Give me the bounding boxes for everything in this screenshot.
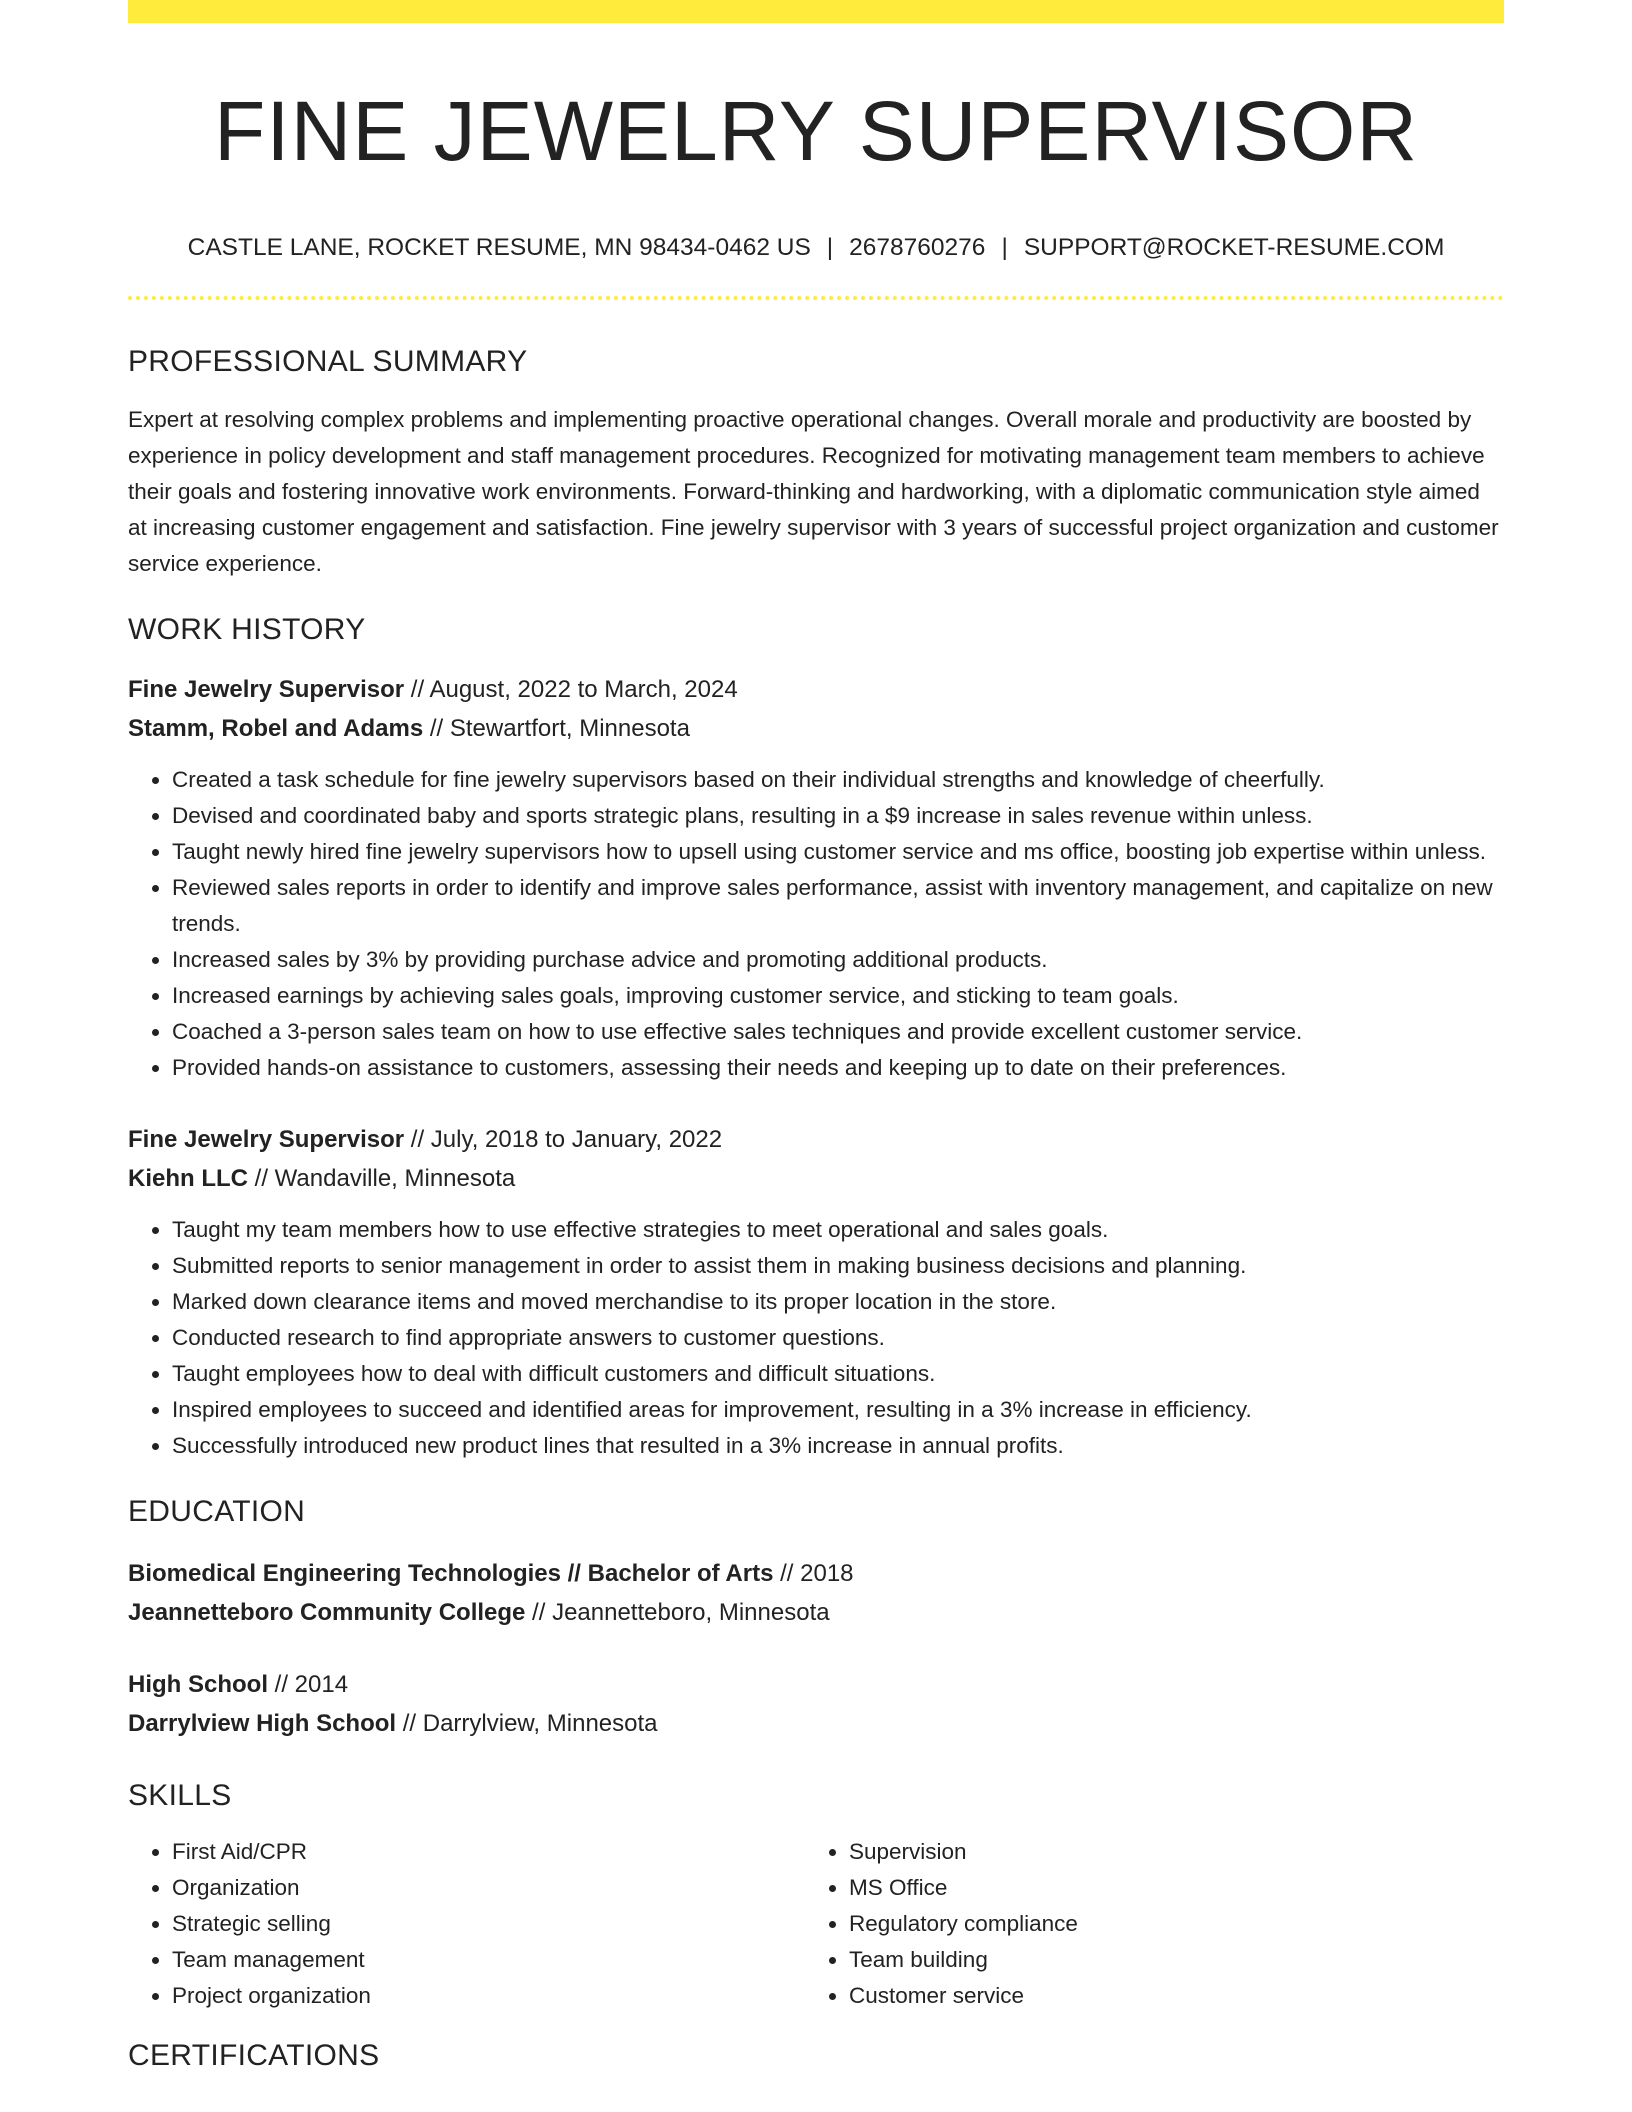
- skills-column-right: [805, 1834, 1482, 2014]
- contact-address: CASTLE LANE, ROCKET RESUME, MN 98434-0462 US: [187, 234, 811, 261]
- skill-item: • Supervision: [849, 1834, 1482, 1870]
- summary-text: Expert at resolving complex problems and implementing proactive operational changes. Overall morale and productivity are boosted by experience in policy development and staff management procedures. Recognized for motivating management team members to achieve their goals and fostering innovative work environments. Forward-thinking and hardworking, with a diplomatic communication style aimed at increasing customer engagement and satisfaction. Fine jewelry supervisor with 3 years of successful project organization and customer service experience.: [128, 407, 1499, 577]
- education-school-line: [128, 1704, 1504, 1743]
- header-divider: [128, 296, 1504, 300]
- list-item: • Marked down clearance items and moved merchandise to its proper location in the store.: [172, 1284, 1504, 1320]
- education-school-line: [128, 1593, 1504, 1632]
- job-company: Stamm, Robel and Adams: [128, 715, 424, 743]
- list-item: • Provided hands-on assistance to customers, assessing their needs and keeping up to date on their preferences.: [172, 1050, 1504, 1086]
- list-item: • Taught employees how to deal with difficult customers and difficult situations.: [172, 1356, 1504, 1392]
- candidate-name: FINE JEWELRY SUPERVISOR: [213, 84, 1418, 178]
- education-year: // 2018: [773, 1560, 854, 1588]
- job-role: Fine Jewelry Supervisor: [128, 676, 405, 704]
- education-school: Jeannetteboro Community College: [128, 1599, 526, 1627]
- contact-line: [128, 233, 1504, 262]
- list-item: • Devised and coordinated baby and sports strategic plans, resulting in a $9 increase in sales revenue within unless.: [172, 798, 1504, 834]
- skill-item: • MS Office: [849, 1870, 1482, 1906]
- education-location: // Darrylview, Minnesota: [396, 1710, 658, 1738]
- job-bullets: [128, 1212, 1504, 1464]
- education-degree: Biomedical Engineering Technologies // Bachelor of Arts: [128, 1560, 774, 1588]
- education-degree-line: [128, 1554, 1504, 1593]
- job-role: Fine Jewelry Supervisor: [128, 1126, 405, 1154]
- list-item: • Conducted research to find appropriate answers to customer questions.: [172, 1320, 1504, 1356]
- contact-phone: 2678760276: [849, 234, 986, 261]
- job-entry: [128, 670, 1504, 1086]
- skill-item: • Team management: [172, 1942, 805, 1978]
- summary-heading: PROFESSIONAL SUMMARY: [128, 345, 528, 379]
- job-company-line: [128, 1159, 1504, 1198]
- skills-column-left: [128, 1834, 805, 2014]
- skill-item: • Regulatory compliance: [849, 1906, 1482, 1942]
- education-heading: EDUCATION: [128, 1495, 306, 1529]
- accent-bar: [128, 0, 1504, 23]
- list-item: • Inspired employees to succeed and identified areas for improvement, resulting in a 3% increase in efficiency.: [172, 1392, 1504, 1428]
- list-item: • Increased earnings by achieving sales goals, improving customer service, and sticking to team goals.: [172, 978, 1504, 1014]
- skill-item: • Team building: [849, 1942, 1482, 1978]
- education-entry: [128, 1554, 1504, 1632]
- job-title-line: [128, 670, 1504, 709]
- job-company-line: [128, 709, 1504, 748]
- contact-separator: |: [826, 234, 834, 261]
- contact-email: SUPPORT@ROCKET-RESUME.COM: [1023, 234, 1445, 261]
- certifications-heading: CERTIFICATIONS: [128, 2039, 380, 2073]
- skills-heading: SKILLS: [128, 1779, 232, 1813]
- job-location: // Wandaville, Minnesota: [248, 1165, 516, 1193]
- job-entry: [128, 1120, 1504, 1464]
- skill-item: • Customer service: [849, 1978, 1482, 2014]
- job-dates: // July, 2018 to January, 2022: [404, 1126, 723, 1154]
- list-item: • Successfully introduced new product lines that resulted in a 3% increase in annual profits.: [172, 1428, 1504, 1464]
- job-location: // Stewartfort, Minnesota: [423, 715, 690, 743]
- list-item: • Coached a 3-person sales team on how to use effective sales techniques and provide excellent customer service.: [172, 1014, 1504, 1050]
- job-dates: // August, 2022 to March, 2024: [404, 676, 738, 704]
- contact-separator: |: [1001, 234, 1008, 261]
- skills-grid: [128, 1834, 1504, 2014]
- job-company: Kiehn LLC: [128, 1165, 248, 1193]
- resume-page: [128, 0, 1504, 2074]
- skill-item: • First Aid/CPR: [172, 1834, 805, 1870]
- list-item: • Taught my team members how to use effective strategies to meet operational and sales goals.: [172, 1212, 1504, 1248]
- education-degree-line: [128, 1665, 1504, 1704]
- job-bullets: [128, 762, 1504, 1086]
- work-history-heading: WORK HISTORY: [128, 613, 366, 647]
- education-degree: High School: [128, 1671, 268, 1699]
- list-item: • Taught newly hired fine jewelry supervisors how to upsell using customer service and ms office, boosting job expertise within unless.: [172, 834, 1504, 870]
- list-item: • Created a task schedule for fine jewelry supervisors based on their individual strengths and knowledge of cheerfully.: [172, 762, 1504, 798]
- education-location: // Jeannetteboro, Minnesota: [525, 1599, 830, 1627]
- skill-item: • Project organization: [172, 1978, 805, 2014]
- list-item: • Reviewed sales reports in order to identify and improve sales performance, assist with inventory management, and capitalize on new trends.: [172, 870, 1504, 942]
- skill-item: • Organization: [172, 1870, 805, 1906]
- list-item: • Submitted reports to senior management in order to assist them in making business decisions and planning.: [172, 1248, 1504, 1284]
- education-entry: [128, 1665, 1504, 1743]
- job-title-line: [128, 1120, 1504, 1159]
- education-year: // 2014: [268, 1671, 349, 1699]
- list-item: • Increased sales by 3% by providing purchase advice and promoting additional products.: [172, 942, 1504, 978]
- education-school: Darrylview High School: [128, 1710, 397, 1738]
- skill-item: • Strategic selling: [172, 1906, 805, 1942]
